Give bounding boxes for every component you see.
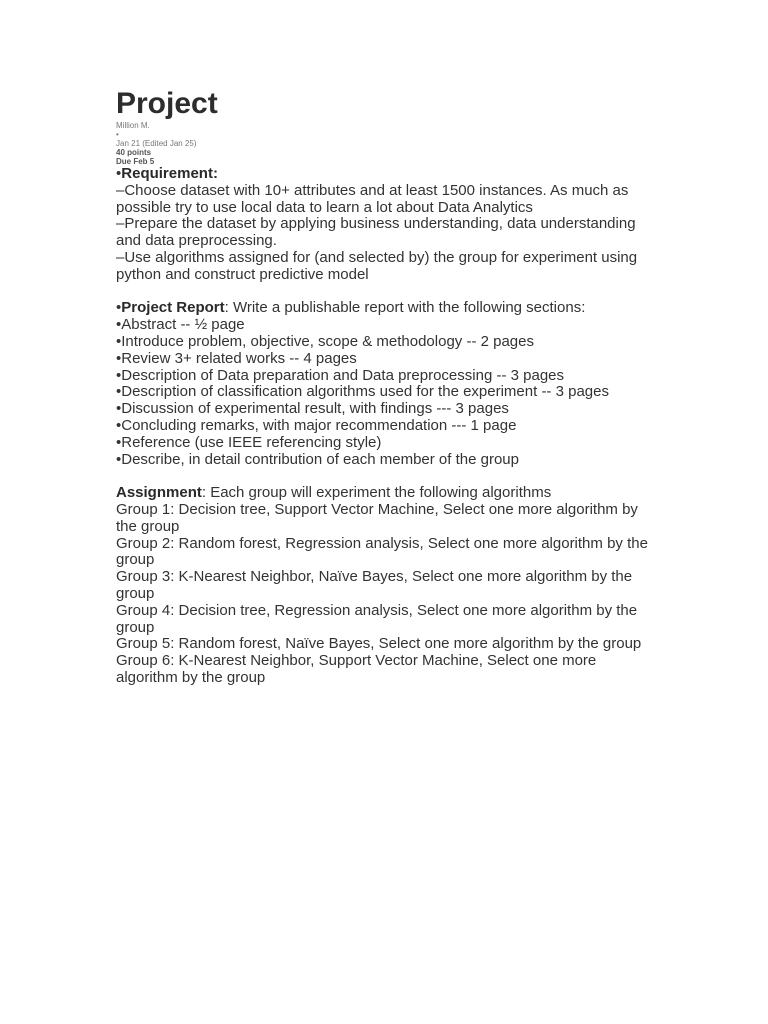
report-item: •Discussion of experimental result, with findings --- 3 pages bbox=[116, 400, 509, 418]
report-item: •Description of Data preparation and Data preprocessing -- 3 pages bbox=[116, 366, 565, 384]
section-gap bbox=[116, 284, 656, 301]
requirement-line: –Choose dataset with 10+ attributes and at least 1500 instances. As much as possible try to use local data to learn a lot about Data Analytics bbox=[116, 181, 629, 216]
page-title: Project bbox=[116, 87, 218, 120]
report-item: •Reference (use IEEE referencing style) bbox=[116, 433, 382, 451]
requirement-heading-text: Requirement: bbox=[121, 165, 218, 182]
assignment-group: Group 6: K-Nearest Neighbor, Support Vector Machine, Select one more algorithm by the group bbox=[116, 652, 597, 686]
assignment-group: Group 2: Random forest, Regression analysis, Select one more algorithm by the group bbox=[116, 534, 648, 569]
requirement-line: –Prepare the dataset by applying business understanding, data understanding and data preprocessing. bbox=[116, 215, 636, 250]
assignment-group: Group 4: Decision tree, Regression analysis, Select one more algorithm by the group bbox=[116, 601, 638, 636]
assignment-group: Group 5: Random forest, Naïve Bayes, Select one more algorithm by the group bbox=[116, 635, 642, 653]
section-gap bbox=[116, 468, 656, 485]
author-name: Million M. bbox=[116, 121, 150, 130]
assignment-heading bbox=[116, 485, 656, 502]
assignment-heading-text: Assignment bbox=[116, 484, 202, 502]
report-item: •Concluding remarks, with major recommendation --- 1 page bbox=[116, 416, 517, 434]
report-heading bbox=[116, 300, 656, 317]
report-heading-text: Project Report bbox=[121, 299, 225, 317]
assignment-group: Group 3: K-Nearest Neighbor, Naïve Bayes, Select one more algorithm by the group bbox=[116, 568, 633, 602]
post-date: Jan 21 (Edited Jan 25) bbox=[116, 139, 197, 148]
assignment-heading-suffix: : Each group will experiment the following algorithms bbox=[201, 484, 552, 502]
requirement-heading bbox=[116, 166, 656, 183]
points-label: 40 points bbox=[116, 148, 152, 157]
requirement-line: –Use algorithms assigned for (and selected by) the group for experiment using python and construct predictive model bbox=[116, 248, 638, 283]
report-item: •Introduce problem, objective, scope & methodology -- 2 pages bbox=[116, 332, 534, 350]
report-item: •Description of classification algorithms used for the experiment -- 3 pages bbox=[116, 383, 609, 401]
due-date: Due Feb 5 bbox=[116, 157, 155, 166]
assignment-group: Group 1: Decision tree, Support Vector Machine, Select one more algorithm by the group bbox=[116, 500, 638, 535]
document-page bbox=[116, 86, 656, 687]
report-bullet: • bbox=[116, 299, 122, 317]
requirement-bullet: • bbox=[116, 165, 122, 182]
report-item: •Describe, in detail contribution of each member of the group bbox=[116, 450, 519, 468]
post-meta bbox=[116, 121, 656, 166]
report-heading-suffix: : Write a publishable report with the following sections: bbox=[224, 299, 586, 317]
report-item: •Abstract -- ½ page bbox=[116, 316, 245, 334]
document-body bbox=[116, 166, 656, 687]
meta-bullet: • bbox=[116, 130, 119, 139]
report-item: •Review 3+ related works -- 4 pages bbox=[116, 349, 357, 367]
